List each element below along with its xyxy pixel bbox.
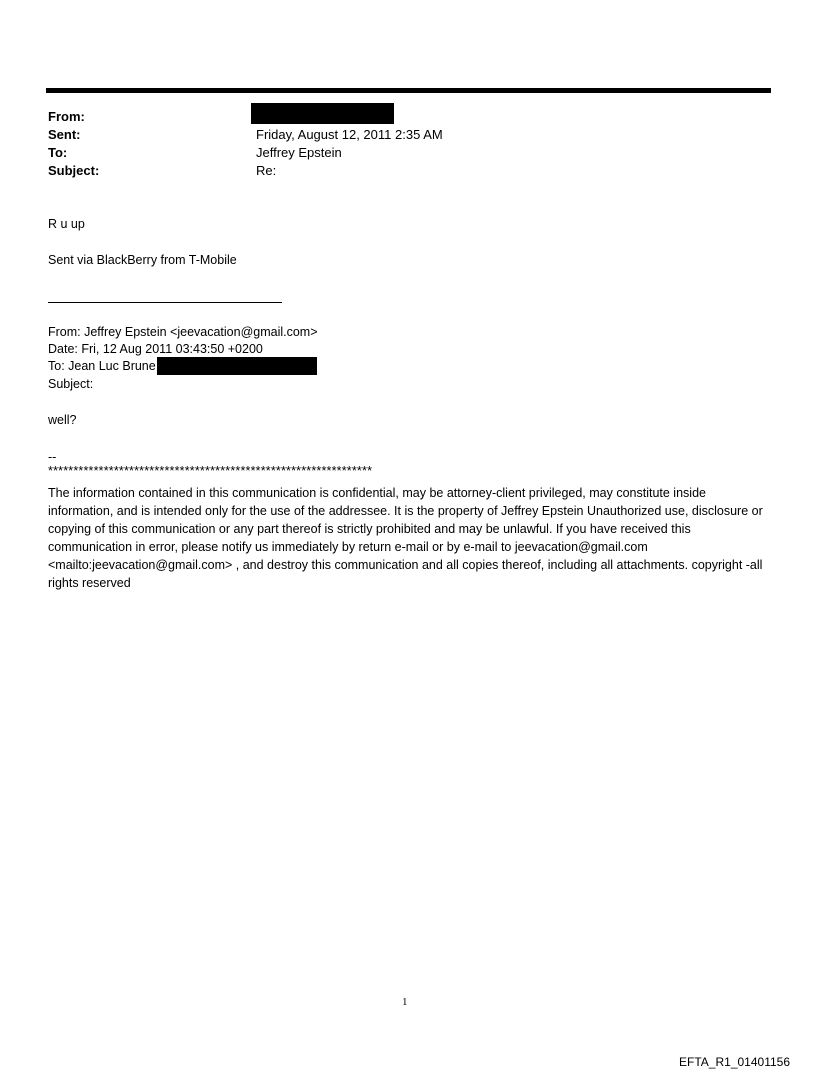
to-label: To: — [48, 145, 68, 160]
quote-separator — [48, 302, 282, 303]
header-rule — [46, 88, 771, 93]
reply-signature: Sent via BlackBerry from T-Mobile — [48, 253, 237, 267]
reply-message: R u up — [48, 217, 85, 231]
sent-value: Friday, August 12, 2011 2:35 AM — [256, 127, 443, 142]
sent-label: Sent: — [48, 127, 81, 142]
page-number: 1 — [402, 996, 408, 1008]
original-date: Date: Fri, 12 Aug 2011 03:43:50 +0200 — [48, 342, 263, 356]
confidentiality-disclaimer: The information contained in this communication is confidential, may be attorney-client privileged, may constitute inside information, and is intended only for the use of the addressee. It is the property of Jeffrey Epstein Unauthorized use, disclosure or copying of this communication or any part thereof is strictly prohibited and may be unlawful. If you have received this communication in error, please notify us immediately by return e-mail or by e-mail to jeevacation@gmail.com <mailto:jeevacation@gmail.com> , and destroy this communication and all copies thereof, including all attachments. copyright -all rights reserved — [48, 486, 763, 590]
signature-dash: -- — [48, 450, 57, 464]
original-subject: Subject: — [48, 377, 94, 391]
from-label: From: — [48, 109, 85, 124]
subject-label: Subject: — [48, 163, 100, 178]
to-value: Jeffrey Epstein — [256, 145, 342, 160]
signature-stars: **************************************************************** — [48, 464, 373, 478]
original-from: From: Jeffrey Epstein <jeevacation@gmail.com> — [48, 325, 318, 339]
original-body: well? — [48, 413, 77, 427]
subject-value: Re: — [256, 163, 277, 178]
bates-number: EFTA_R1_01401156 — [679, 1055, 790, 1069]
original-to: To: Jean Luc Brune — [48, 359, 156, 373]
redacted-sender — [251, 103, 394, 124]
redacted-recipient — [157, 357, 317, 375]
